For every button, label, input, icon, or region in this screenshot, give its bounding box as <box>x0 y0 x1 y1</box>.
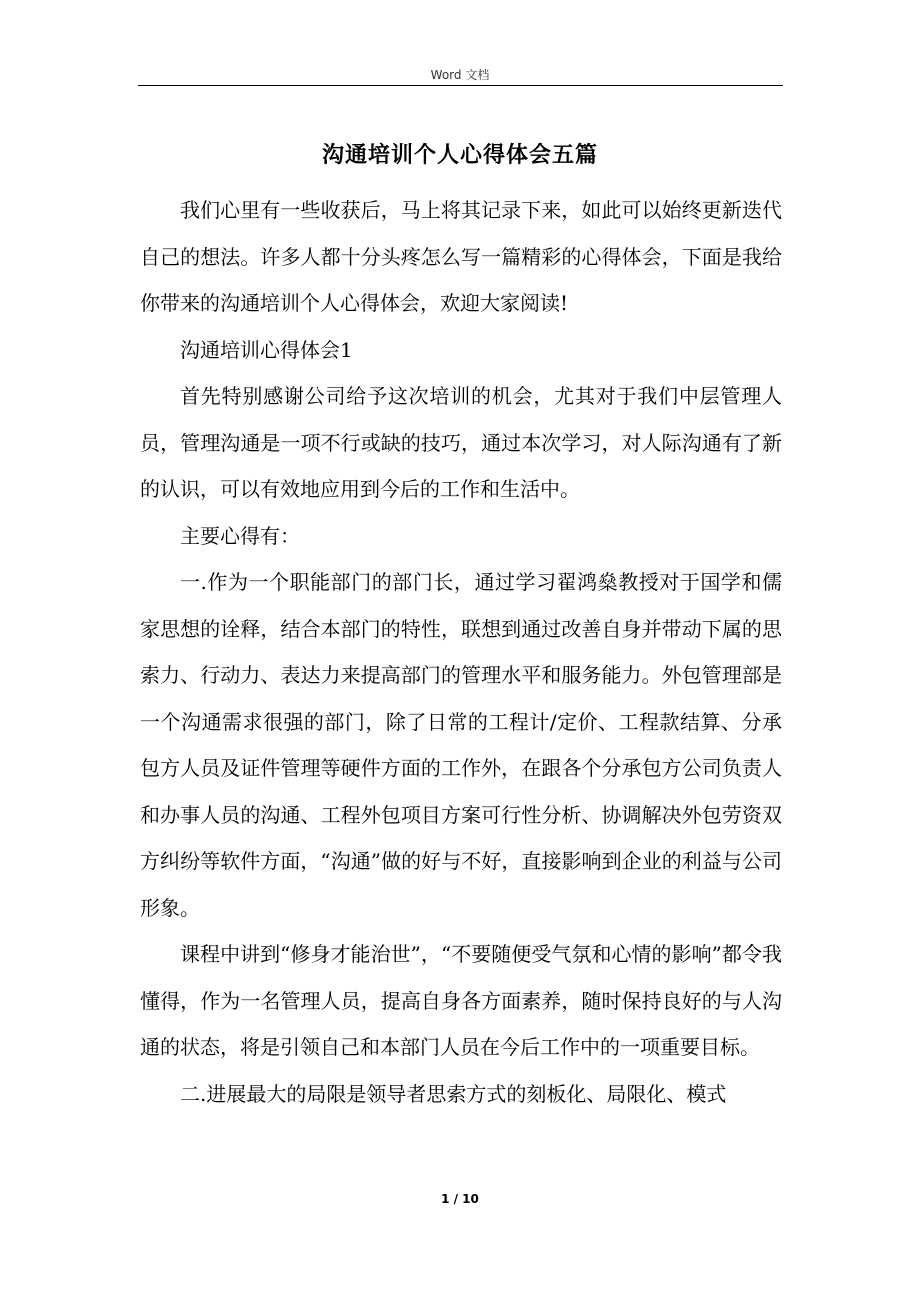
body-paragraph: 首先特别感谢公司给予这次培训的机会，尤其对于我们中层管理人员，管理沟通是一项不行或缺的技巧，通过本次学习，对人际沟通有了新的认识，可以有效地应用到今后的工作和生活中。 <box>140 384 782 501</box>
body-paragraph: 二.进展最大的局限是领导者思索方式的刻板化、局限化、模式 <box>180 1081 727 1106</box>
header-divider <box>138 85 783 86</box>
intro-paragraph: 我们心里有一些收获后，马上将其记录下来，如此可以始终更新迭代自己的想法。许多人都十分头疼怎么写一篇精彩的心得体会，下面是我给你带来的沟通培训个人心得体会，欢迎大家阅读! <box>140 198 782 315</box>
page-indicator: 1 / 10 <box>441 1192 479 1206</box>
body-paragraph: 主要心得有： <box>180 523 300 548</box>
document-title: 沟通培训个人心得体会五篇 <box>321 142 598 168</box>
document-body <box>140 187 782 1117</box>
header-label: Word 文档 <box>430 68 490 82</box>
body-paragraph: 一.作为一个职能部门的部门长，通过学习翟鸿燊教授对于国学和儒家思想的诠释，结合本部门的特性，联想到通过改善自身并带动下属的思索力、行动力、表达力来提高部门的管理水平和服务能力。外包管理部是一个沟通需求很强的部门，除了日常的工程计/定价、工程款结算、分承包方人员及证件管理等硬件方面的工作外，在跟各个分承包方公司负责人和办事人员的沟通、工程外包项目方案可行性分析、协调解决外包劳资双方纠纷等软件方面，“沟通”做的好与不好，直接影响到企业的利益与公司形象。 <box>140 570 782 920</box>
body-paragraph: 课程中讲到“修身才能治世”，“不要随便受气氛和心情的影响”都令我懂得，作为一名管理人员，提高自身各方面素养，随时保持良好的与人沟通的状态，将是引领自己和本部门人员在今后工作中的一项重要目标。 <box>140 942 782 1059</box>
section-heading: 沟通培训心得体会1 <box>180 337 353 362</box>
